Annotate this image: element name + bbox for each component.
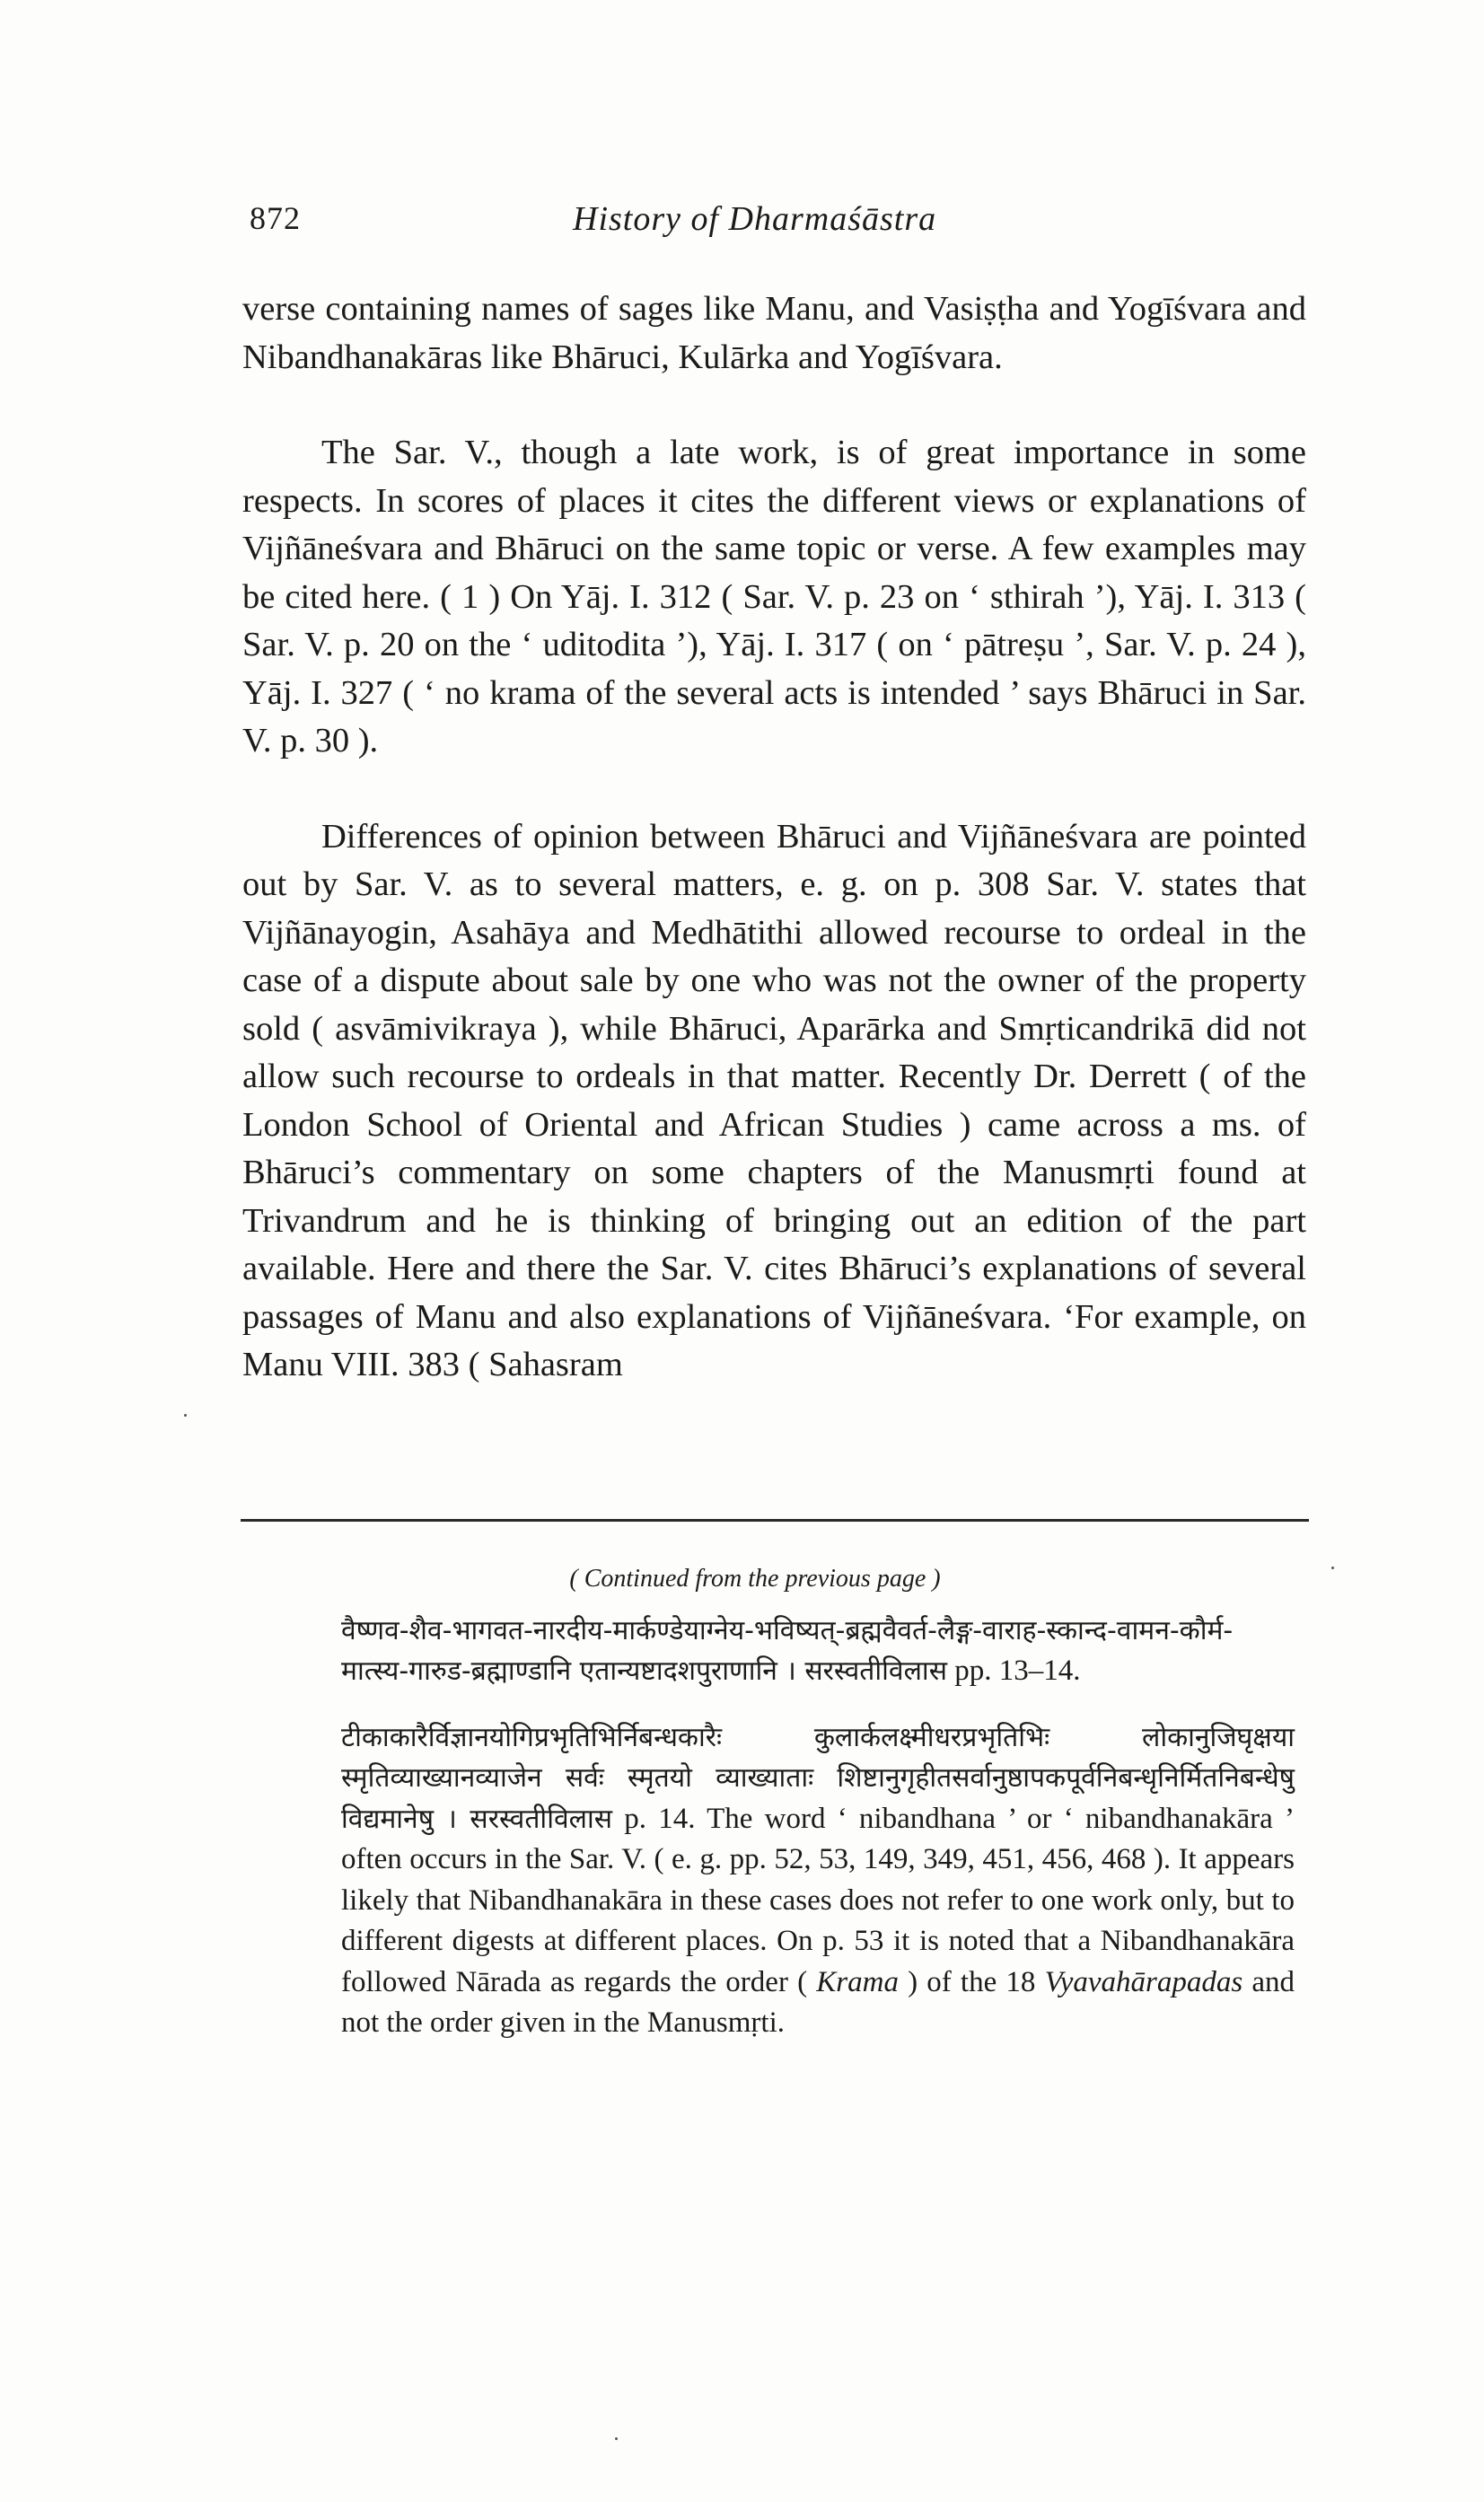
footnote-continued-label: ( Continued from the previous page ) bbox=[569, 1565, 941, 1593]
footnote-remark-text-2: ) of the 18 bbox=[908, 1965, 1036, 1998]
footnote-sanskrit-quote-2: टीकाकारैर्विज्ञानयोगिप्रभृतिभिर्निबन्धकारैः कुलार्कलक्ष्मीधरप्रभृतिभिः लोकानुजिघृक्षया स्मृतिव्याख्यानव्याजेन सर्वः स्मृतयो व्याख्याताः शिष्टानुगृहीतसर्वानुष्ठापकपूर्वनिबन्धृनिर्मितनिबन्धेषु विद्यमानेषु । सरस्वतीविलास bbox=[341, 1721, 1295, 1835]
footnote-block bbox=[341, 1558, 1295, 2044]
footnote-remark-text-3: and not the order given in the Manusmṛti. bbox=[341, 1965, 1295, 2039]
print-speck bbox=[615, 2437, 618, 2440]
page-header bbox=[250, 199, 1300, 253]
footnote-entry-1 bbox=[341, 1611, 1295, 1692]
print-speck bbox=[184, 1414, 187, 1417]
footnote-page-ref-1: pp. 13–14. bbox=[954, 1655, 1081, 1687]
footnote-term-krama: Krama bbox=[816, 1965, 899, 1998]
paragraph-continuation: verse containing names of sages like Manu, and Vasiṣṭha and Yogīśvara and Nibandhanakāras like Bhāruci, Kulārka and Yogīśvara. bbox=[242, 290, 1306, 376]
footnote-sanskrit-quote-1: वैष्णव-शैव-भागवत-नारदीय-मार्कण्डेयाग्नेय-भविष्यत्-ब्रह्मवैवर्त-लैङ्ग-वाराह-स्कान्द-वामन-कौर्म-मात्स्य-गारुड-ब्रह्माण्डानि एतान्यष्टादशपुराणानि । सरस्वतीविलास bbox=[341, 1614, 1234, 1687]
footnote-remark-text: p. 14. The word ‘ nibandhana ’ or ‘ nibandhanakāra ’ often occurs in the Sar. V. ( e. g. pp. 52, 53, 149, 349, 451, 456, 468 ). It appears likely that Nibandhanakāra in these cases does not refer to one work only, but to different digests at different places. On p. 53 it is noted that a Nibandhanakāra followed Nārada as regards the order ( bbox=[341, 1802, 1295, 1998]
footnote-term-vyavaharapadas: Vyavahārapadas bbox=[1044, 1965, 1243, 1998]
running-title: History of Dharmaśāstra bbox=[573, 200, 937, 238]
main-text bbox=[242, 285, 1306, 1390]
paragraph-sar-v-importance: The Sar. V., though a late work, is of great importance in some respects. In scores of places it cites the different views or explanations of Vijñāneśvara and Bhāruci on the same topic or verse. A few examples may be cited here. ( 1 ) On Yāj. I. 312 ( Sar. V. p. 23 on ‘ sthirah ’), Yāj. I. 313 ( Sar. V. p. 20 on the ‘ uditodita ’), Yāj. I. 317 ( on ‘ pātreṣu ’, Sar. V. p. 24 ), Yāj. I. 327 ( ‘ no krama of the several acts is intended ’ says Bhāruci in Sar. V. p. 30 ). bbox=[242, 434, 1306, 759]
print-speck bbox=[1331, 1567, 1334, 1569]
footnote-divider bbox=[241, 1519, 1309, 1522]
page-number: 872 bbox=[250, 200, 301, 236]
footnote-entry-2 bbox=[341, 1717, 1295, 2044]
paragraph-differences-of-opinion: Differences of opinion between Bhāruci and Vijñāneśvara are pointed out by Sar. V. as to several matters, e. g. on p. 308 Sar. V. states that Vijñānayogin, Asahāya and Medhātithi allowed recourse to ordeal in the case of a dispute about sale by one who was not the owner of the property sold ( asvāmivikraya ), while Bhāruci, Aparārka and Smṛticandrikā did not allow such recourse to ordeals in that matter. Recently Dr. Derrett ( of the London School of Oriental and African Studies ) came across a ms. of Bhāruci’s commentary on some chapters of the Manusmṛti found at Trivandrum and he is thinking of bringing out an edition of the part available. Here and there the Sar. V. cites Bhāruci’s explanations of several passages of Manu and also explanations of Vijñāneśvara. ‘For example, on Manu VIII. 383 ( Sahasram bbox=[242, 817, 1306, 1383]
